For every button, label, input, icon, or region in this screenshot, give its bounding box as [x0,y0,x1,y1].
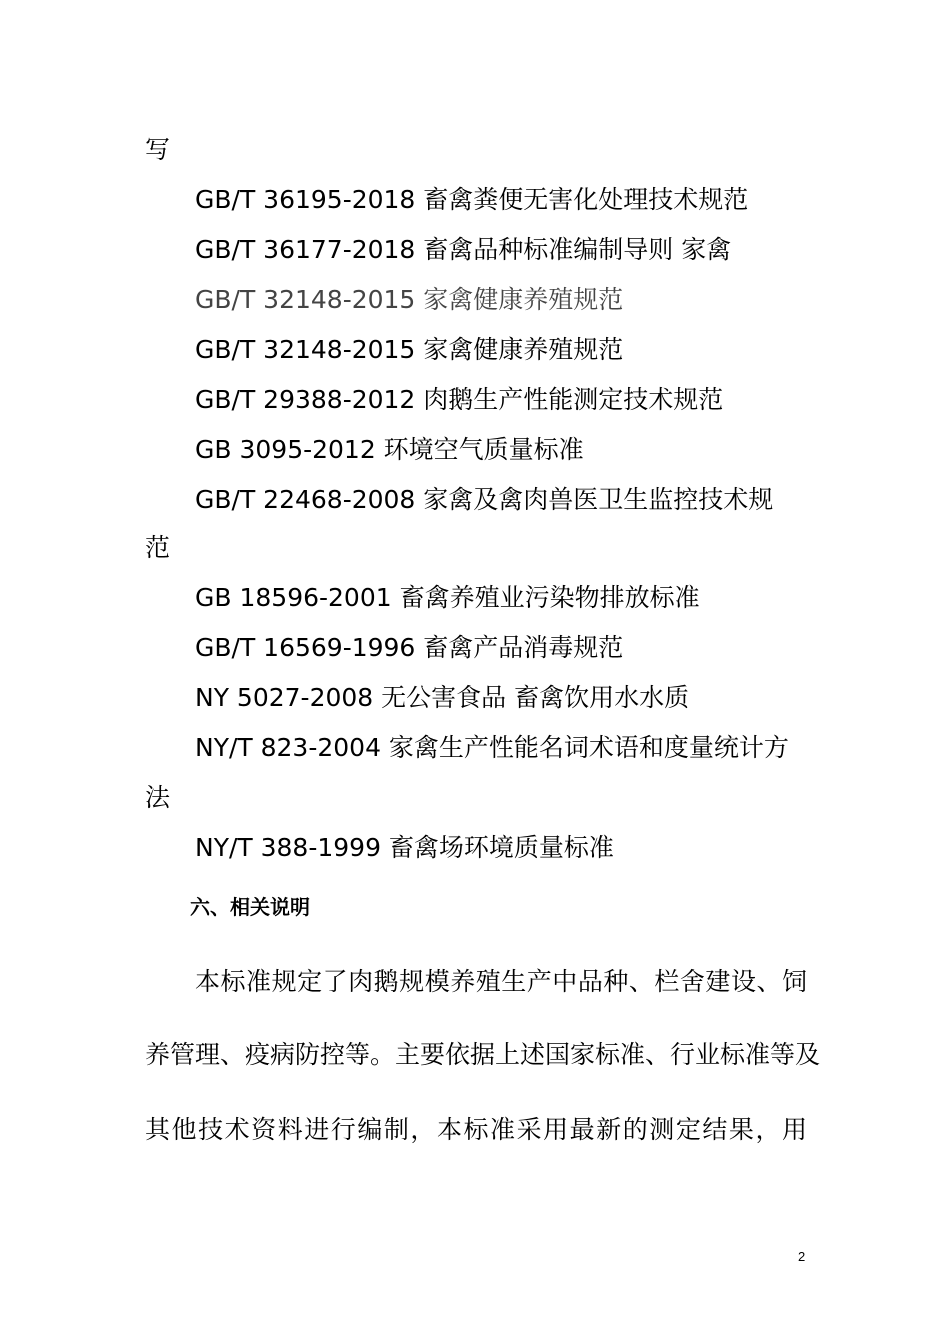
reference-item: GB/T 22468-2008 家禽及禽肉兽医卫生监控技术规 [195,485,774,514]
reference-item: GB/T 36177-2018 畜禽品种标准编制导则 家禽 [195,235,732,264]
reference-item: NY/T 388-1999 畜禽场环境质量标准 [195,833,614,862]
reference-item-wrap: 范 [145,533,171,562]
reference-item: GB 18596-2001 畜禽养殖业污染物排放标准 [195,583,700,612]
page-number: 2 [798,1249,806,1264]
reference-item-wrap: 法 [145,783,171,812]
paragraph-line: 本标准规定了肉鹅规模养殖生产中品种、栏舍建设、饲 [195,967,807,996]
paragraph-line: 其他技术资料进行编制，本标准采用最新的测定结果，用 [145,1115,807,1144]
reference-item: GB 3095-2012 环境空气质量标准 [195,435,584,464]
continuation-text: 写 [145,135,171,164]
reference-item: NY 5027-2008 无公害食品 畜禽饮用水水质 [195,683,690,712]
reference-item: GB/T 32148-2015 家禽健康养殖规范 [195,285,624,314]
paragraph-line: 养管理、疫病防控等。主要依据上述国家标准、行业标准等及 [145,1040,821,1069]
reference-item: GB/T 16569-1996 畜禽产品消毒规范 [195,633,624,662]
section-heading: 六、相关说明 [190,895,310,919]
reference-item: GB/T 32148-2015 家禽健康养殖规范 [195,335,624,364]
reference-item: GB/T 36195-2018 畜禽粪便无害化处理技术规范 [195,185,749,214]
reference-item: GB/T 29388-2012 肉鹅生产性能测定技术规范 [195,385,724,414]
reference-item: NY/T 823-2004 家禽生产性能名词术语和度量统计方 [195,733,789,762]
